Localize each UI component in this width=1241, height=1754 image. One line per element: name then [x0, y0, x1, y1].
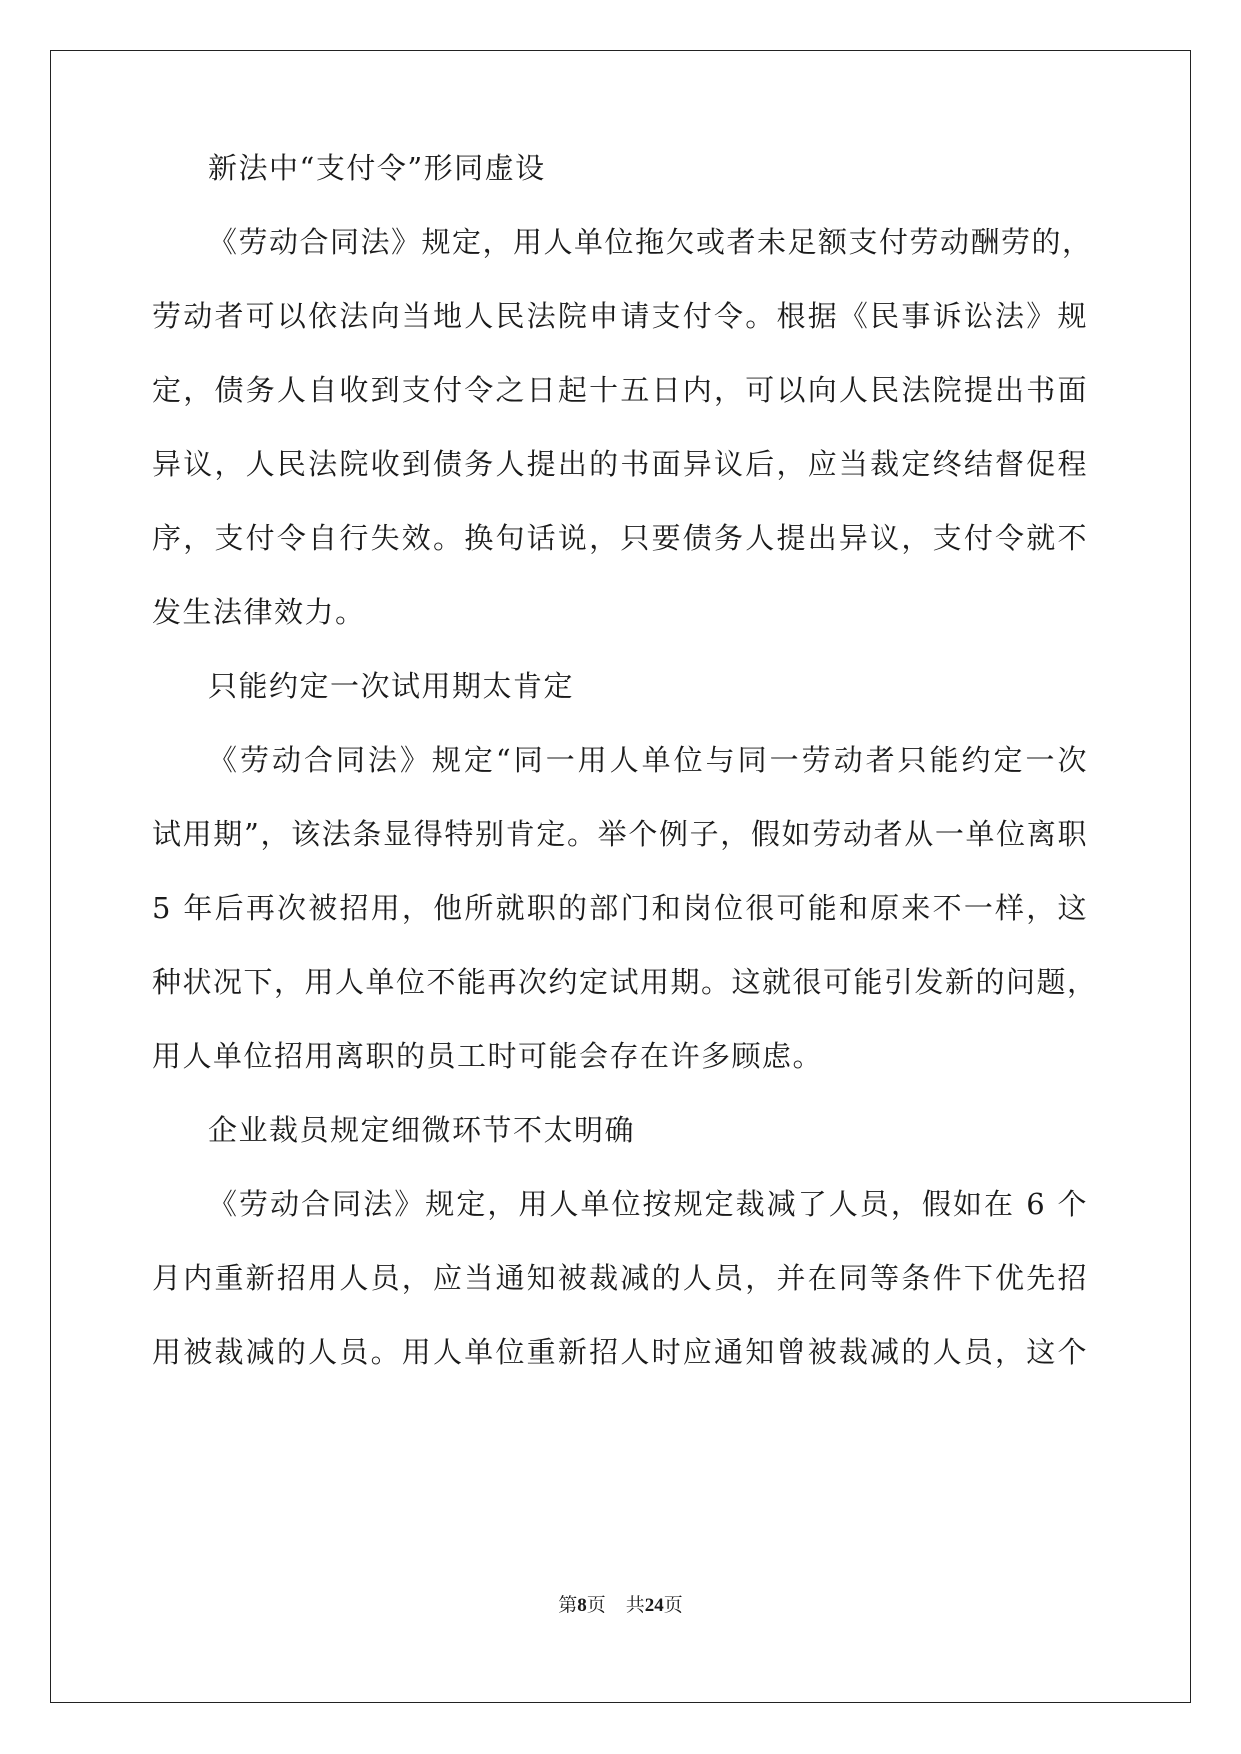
paragraph-line: 用人单位招用离职的员工时可能会存在许多顾虑。	[152, 1039, 824, 1073]
footer-page-suffix: 页	[586, 1595, 606, 1616]
paragraph-line: 试用期”，该法条显得特别肯定。举个例子，假如劳动者从一单位离职	[152, 817, 1088, 851]
heading-line: 企业裁员规定细微环节不太明确	[208, 1113, 636, 1147]
paragraph-line: 《劳动合同法》规定，用人单位按规定裁减了人员，假如在 6 个	[208, 1187, 1088, 1221]
heading-line: 新法中“支付令”形同虚设	[208, 151, 546, 185]
paragraph-line: 用被裁减的人员。用人单位重新招人时应通知曾被裁减的人员，这个	[152, 1335, 1088, 1369]
paragraph-line: 月内重新招用人员，应当通知被裁减的人员，并在同等条件下优先招	[152, 1261, 1088, 1295]
footer-page-prefix: 第	[558, 1595, 578, 1616]
paragraph-line: 种状况下，用人单位不能再次约定试用期。这就很可能引发新的问题，	[152, 965, 1098, 999]
paragraph-line: 《劳动合同法》规定，用人单位拖欠或者未足额支付劳动酬劳的，	[208, 225, 1093, 259]
paragraph-line: 异议，人民法院收到债务人提出的书面异议后，应当裁定终结督促程	[152, 447, 1088, 481]
current-page-number: 8	[577, 1595, 587, 1616]
paragraph-line: 序，支付令自行失效。换句话说，只要债务人提出异议，支付令就不	[152, 521, 1088, 555]
paragraph-line: 劳动者可以依法向当地人民法院申请支付令。根据《民事诉讼法》规	[152, 299, 1088, 333]
paragraph-line: 发生法律效力。	[152, 595, 366, 629]
footer-total-prefix: 共	[625, 1595, 645, 1616]
page-footer	[0, 1594, 1241, 1618]
paragraph-line: 5 年后再次被招用，他所就职的部门和岗位很可能和原来不一样，这	[152, 891, 1088, 925]
total-page-count: 24	[644, 1595, 664, 1616]
paragraph-line: 定，债务人自收到支付令之日起十五日内，可以向人民法院提出书面	[152, 373, 1088, 407]
paragraph-line: 《劳动合同法》规定“同一用人单位与同一劳动者只能约定一次	[208, 743, 1088, 777]
footer-total-suffix: 页	[663, 1595, 683, 1616]
heading-line: 只能约定一次试用期太肯定	[208, 669, 575, 703]
